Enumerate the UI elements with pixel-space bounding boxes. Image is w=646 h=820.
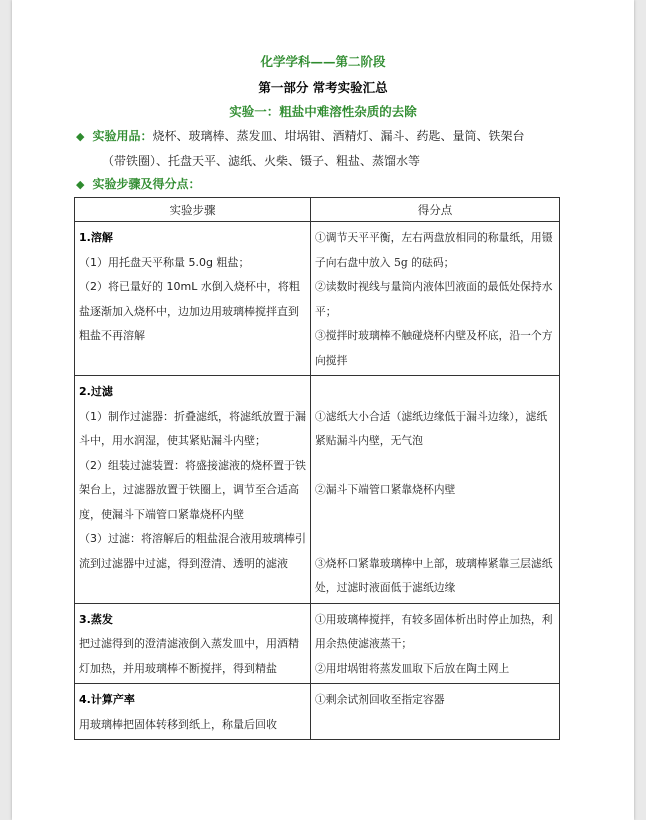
steps-heading-section — [76, 172, 556, 197]
supplies-text-continued: （带铁圈）、托盘天平、滤纸、火柴、镊子、粗盐、蒸馏水等 — [102, 154, 421, 168]
header-points: 得分点 — [311, 198, 560, 222]
points-cell — [311, 222, 560, 376]
table-row — [75, 684, 560, 740]
point-text: ①用玻璃棒搅拌，有较多固体析出时停止加热，利用余热使滤液蒸干； — [315, 612, 553, 650]
step-text: （2）组装过滤装置：将盛接滤液的烧杯置于铁架台上，过滤器放置于铁圈上，调节至合适高度，使漏斗下端管口紧靠烧杯内壁 — [79, 458, 306, 521]
diamond-bullet-icon: ◆ — [76, 178, 85, 191]
step-text: （1）制作过滤器：折叠滤纸，将滤纸放置于漏斗中，用水润湿，使其紧贴漏斗内壁； — [79, 409, 306, 447]
step-title: 3.蒸发 — [79, 612, 113, 626]
step-text: （1）用托盘天平称量 5.0g 粗盐； — [79, 255, 250, 269]
table-row — [75, 603, 560, 684]
step-text: （2）将已量好的 10mL 水倒入烧杯中，将粗盐逐渐加入烧杯中，边加边用玻璃棒搅拌直到粗盐不再溶解 — [79, 280, 300, 342]
point-text: ③烧杯口紧靠玻璃棒中上部，玻璃棒紧靠三层滤纸处，过滤时液面低于滤纸边缘 — [315, 556, 553, 594]
supplies-text: 烧杯、玻璃棒、蒸发皿、坩埚钳、酒精灯、漏斗、药匙、量筒、铁架台 — [152, 129, 525, 143]
diamond-bullet-icon: ◆ — [76, 130, 85, 143]
step-cell — [75, 684, 311, 740]
point-text: ①调节天平平衡，左右两盘放相同的称量纸，用镊子向右盘中放入 5g 的砝码； — [315, 231, 553, 269]
steps-heading: 实验步骤及得分点： — [92, 177, 201, 191]
table-header-row — [75, 198, 560, 222]
step-title: 4.计算产率 — [79, 693, 135, 706]
experiment-table — [74, 197, 560, 740]
supplies-section — [76, 124, 556, 174]
header-steps: 实验步骤 — [75, 198, 311, 222]
point-text: ②读数时视线与量筒内液体凹液面的最低处保持水平； — [315, 280, 553, 318]
table-row — [75, 222, 560, 376]
point-text: ②漏斗下端管口紧靠烧杯内壁 — [315, 483, 456, 496]
step-text: （3）过滤：将溶解后的粗盐混合液用玻璃棒引流到过滤器中过滤，得到澄清、透明的滤液 — [79, 532, 306, 570]
step-text: 把过滤得到的澄清滤液倒入蒸发皿中，用酒精灯加热，并用玻璃棒不断搅拌，得到精盐 — [79, 637, 299, 675]
points-cell — [311, 376, 560, 604]
points-cell — [311, 603, 560, 684]
step-text: 用玻璃棒把固体转移到纸上，称量后回收 — [79, 717, 277, 731]
points-cell — [311, 684, 560, 740]
step-cell — [75, 222, 311, 376]
part-heading: 第一部分 常考实验汇总 — [258, 80, 388, 95]
point-text: ③搅拌时玻璃棒不触碰烧杯内壁及杯底，沿一个方向搅拌 — [315, 329, 553, 367]
point-text: ②用坩埚钳将蒸发皿取下后放在陶土网上 — [315, 661, 510, 675]
supplies-label: 实验用品： — [92, 129, 153, 143]
point-text: ①剩余试剂回收至指定容器 — [315, 693, 445, 706]
step-title: 1.溶解 — [79, 231, 113, 244]
point-text: ①滤纸大小合适（滤纸边缘低于漏斗边缘），滤纸紧贴漏斗内壁，无气泡 — [315, 409, 548, 447]
table-row — [75, 376, 560, 604]
experiment-heading: 实验一：粗盐中难溶性杂质的去除 — [229, 104, 417, 119]
step-title: 2.过滤 — [79, 385, 113, 398]
step-cell — [75, 603, 311, 684]
page-title: 化学学科——第二阶段 — [260, 54, 386, 69]
step-cell — [75, 376, 311, 604]
